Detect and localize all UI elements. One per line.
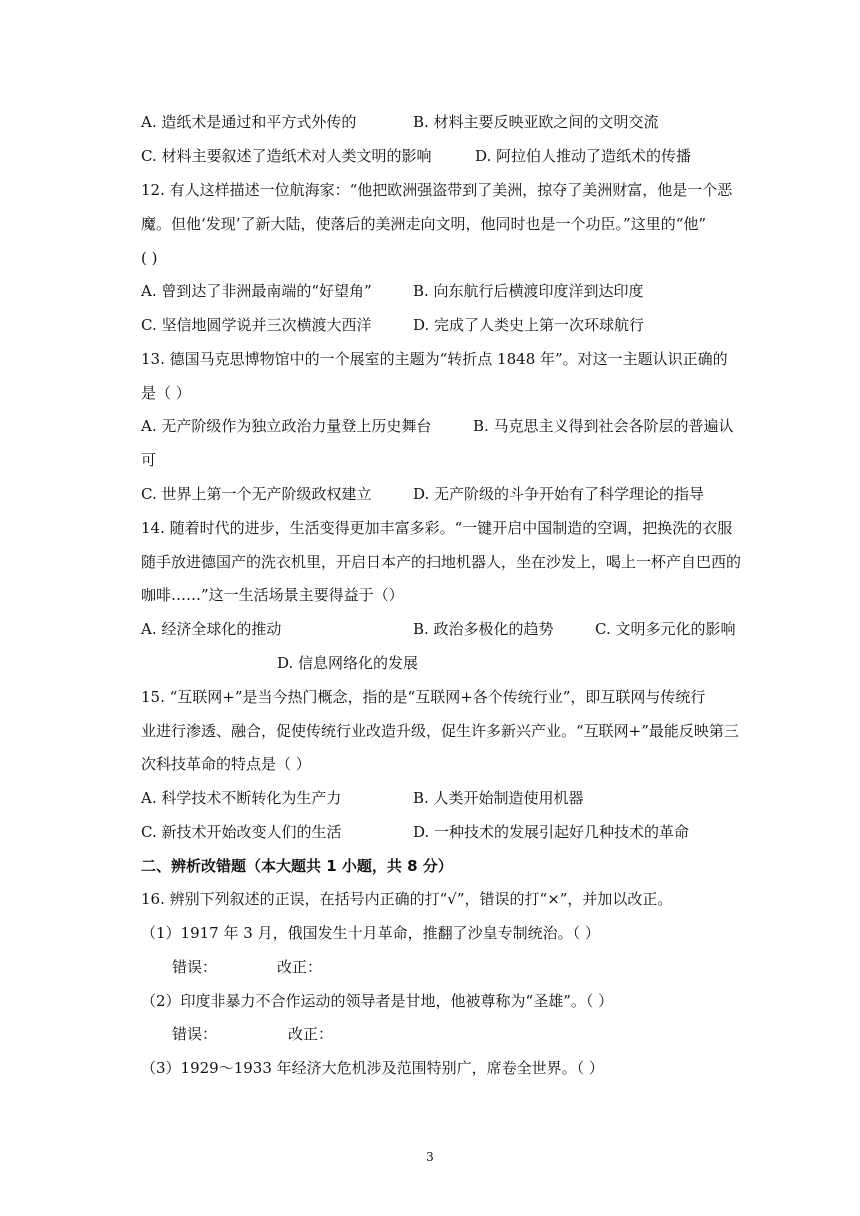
q13-stem-line-1: 13. 德国马克思博物馆中的一个展室的主题为“转折点 1848 年”。对这一主题认识正确的 [141, 350, 728, 368]
q12-option-b: B. 向东航行后横渡印度洋到达印度 [413, 282, 644, 300]
q13-option-d: D. 无产阶级的斗争开始有了科学理论的指导 [413, 485, 705, 503]
q16-item-1-wrong-label: 错误： [172, 958, 218, 976]
q16-item-2: （2）印度非暴力不合作运动的领导者是甘地，他被尊称为“圣雄”。（ ） [141, 992, 614, 1010]
q12-option-c: C. 坚信地圆学说并三次横渡大西洋 [141, 316, 372, 334]
q12-stem-line-1: 12. 有人这样描述一位航海家：“他把欧洲强盗带到了美洲，掠夺了美洲财富，他是一个恶 [141, 181, 733, 199]
q12-option-d: D. 完成了人类史上第一次环球航行 [413, 316, 645, 334]
q13-stem-line-2: 是（ ） [141, 384, 191, 402]
q13-option-b: B. 马克思主义得到社会各阶层的普遍认 [473, 417, 734, 435]
q11-option-d: D. 阿拉伯人推动了造纸术的传播 [475, 147, 692, 165]
q14-option-b: B. 政治多极化的趋势 [413, 620, 554, 638]
q14-option-d: D. 信息网络化的发展 [277, 654, 419, 672]
q16-item-3: （3）1929～1933 年经济大危机涉及范围特别广，席卷全世界。（ ） [141, 1059, 604, 1077]
section-heading: 二、辨析改错题（本大题共 1 小题，共 8 分） [141, 857, 453, 875]
q16-item-1: （1）1917 年 3 月，俄国发生十月革命，推翻了沙皇专制统治。（ ） [141, 924, 600, 942]
q14-stem-line-3: 咖啡……”这一生活场景主要得益于（） [141, 586, 404, 604]
q15-stem-line-1: 15. “互联网+”是当今热门概念，指的是“互联网+各个传统行业”，即互联网与传统行 [141, 688, 706, 706]
q11-option-b: B. 材料主要反映亚欧之间的文明交流 [413, 113, 659, 131]
page-number: 3 [426, 1150, 434, 1164]
q13-option-b-continued: 可 [141, 451, 157, 469]
q15-stem-line-3: 次科技革命的特点是（ ） [141, 755, 311, 773]
q16-item-2-fix-label: 改正： [288, 1025, 334, 1043]
q15-option-d: D. 一种技术的发展引起好几种技术的革命 [413, 823, 690, 841]
q13-option-a: A. 无产阶级作为独立政治力量登上历史舞台 [141, 417, 432, 435]
q15-option-b: B. 人类开始制造使用机器 [413, 789, 584, 807]
q16-stem: 16. 辨别下列叙述的正误，在括号内正确的打“√”，错误的打“×”，并加以改正。 [141, 890, 673, 908]
q14-stem-line-2: 随手放进德国产的洗衣机里，开启日本产的扫地机器人，坐在沙发上，喝上一杯产自巴西的 [141, 553, 742, 571]
q15-option-a: A. 科学技术不断转化为生产力 [141, 789, 342, 807]
q15-option-c: C. 新技术开始改变人们的生活 [141, 823, 342, 841]
q11-option-a: A. 造纸术是通过和平方式外传的 [141, 113, 357, 131]
q12-stem-line-2: 魔。但他‘发现’了新大陆，使落后的美洲走向文明，他同时也是一个功臣。”这里的“他” [141, 215, 707, 233]
q16-item-1-fix-label: 改正： [277, 958, 323, 976]
q16-item-2-wrong-label: 错误： [172, 1025, 218, 1043]
q12-answer-brackets: ( ) [141, 249, 158, 267]
q12-option-a: A. 曾到达了非洲最南端的“好望角” [141, 282, 372, 300]
q13-option-c: C. 世界上第一个无产阶级政权建立 [141, 485, 372, 503]
q14-option-c: C. 文明多元化的影响 [595, 620, 736, 638]
q15-stem-line-2: 业进行渗透、融合，促使传统行业改造升级，促生许多新兴产业。“互联网+”最能反映第三 [141, 722, 739, 740]
q14-option-a: A. 经济全球化的推动 [141, 620, 282, 638]
q14-stem-line-1: 14. 随着时代的进步，生活变得更加丰富多彩。“一键开启中国制造的空调，把换洗的衣服 [141, 519, 733, 537]
q11-option-c: C. 材料主要叙述了造纸术对人类文明的影响 [141, 147, 432, 165]
